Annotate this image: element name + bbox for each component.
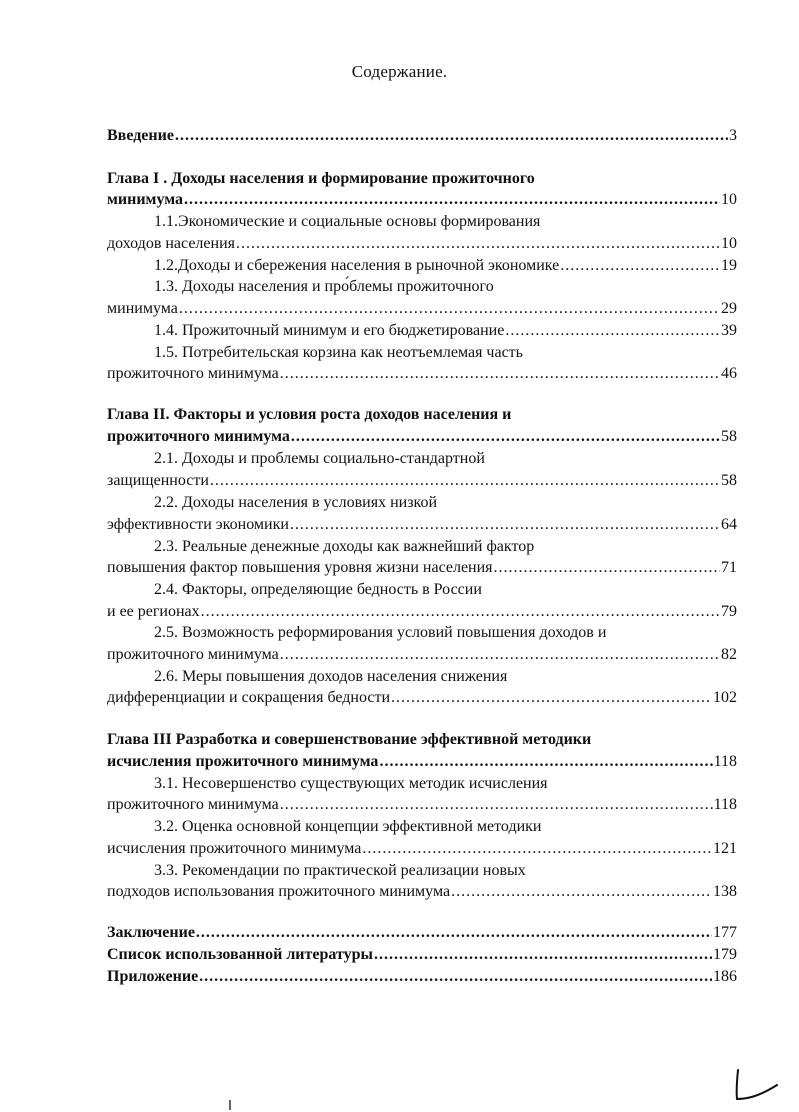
toc-page-number: 46 <box>721 365 737 382</box>
toc-page-number: 19 <box>721 257 737 274</box>
toc-entry-text: 2.4. Факторы, определяющие бедность в России <box>154 581 482 598</box>
toc-page-number: 186 <box>713 968 737 985</box>
toc-entry-text: Введение <box>107 127 174 144</box>
toc-entry <box>107 922 737 944</box>
toc-leader-dots <box>560 255 720 277</box>
toc-entry <box>107 557 737 579</box>
toc-entry <box>107 363 737 385</box>
toc-entry <box>107 881 737 903</box>
toc-leader-dots <box>280 794 713 816</box>
toc-entry-text: и ее регионах <box>107 603 200 620</box>
toc-entry-text: 1.3. Доходы населения и про́блемы прожиточного <box>154 278 494 295</box>
toc-entry <box>107 751 737 773</box>
toc-leader-dots <box>291 426 720 448</box>
toc-entry <box>107 622 737 644</box>
toc-entry-text: исчисления прожиточного минимума <box>107 840 362 857</box>
toc-entry-text: дифференциации и сокращения бедности <box>107 689 391 706</box>
toc-leader-dots <box>196 922 712 944</box>
toc-entry <box>107 276 737 298</box>
toc-page-number: 82 <box>721 646 737 663</box>
toc-entry <box>107 448 737 470</box>
toc-entry <box>107 404 737 426</box>
toc-entry-text: Список использованной литературы <box>107 946 373 963</box>
toc-page-number: 58 <box>721 472 737 489</box>
toc-entry <box>107 729 737 751</box>
toc-entry-text: 1.1.Экономические и социальные основы формирования <box>154 213 541 230</box>
toc-entry <box>107 470 737 492</box>
toc-entry-text: 1.5. Потребительская корзина как неотъемлемая часть <box>154 344 523 361</box>
toc-entry <box>107 687 737 709</box>
toc-leader-dots <box>175 125 728 147</box>
toc-entry <box>107 536 737 558</box>
toc-leader-dots <box>290 514 720 536</box>
toc-entry-text: 2.2. Доходы населения в условиях низкой <box>154 494 438 511</box>
toc-entry-text: Глава III Разработка и совершенствование эффективной методики <box>107 731 592 748</box>
toc-page-number: 121 <box>713 840 737 857</box>
toc-entry-text: прожиточного минимума <box>107 365 279 382</box>
toc-entry <box>107 644 737 666</box>
toc-entry <box>107 492 737 514</box>
toc-entry-text: 3.3. Рекомендации по практической реализации новых <box>154 862 526 879</box>
toc-leader-dots <box>362 838 712 860</box>
toc-entry <box>107 168 737 190</box>
toc-leader-dots <box>391 687 712 709</box>
toc-entry <box>107 426 737 448</box>
toc-page-number: 118 <box>713 796 737 813</box>
toc-page-number: 29 <box>721 300 737 317</box>
toc-leader-dots <box>179 298 720 320</box>
toc-entry-text: 3.2. Оценка основной концепции эффективной методики <box>154 818 542 835</box>
toc-page-number: 179 <box>713 946 737 963</box>
page-title: Содержание. <box>351 62 448 81</box>
toc-entry-text: исчисления прожиточного минимума <box>107 753 379 770</box>
toc-page-number: 71 <box>721 559 737 576</box>
toc-entry-text: 2.5. Возможность реформирования условий повышения доходов и <box>154 624 607 641</box>
toc-leader-dots <box>210 470 720 492</box>
toc-entry <box>107 773 737 795</box>
toc-page-number: 10 <box>721 235 737 252</box>
toc-page-number: 102 <box>713 689 737 706</box>
toc-entry <box>107 125 737 147</box>
toc-page-number: 58 <box>721 428 737 445</box>
toc-entry-text: Глава I . Доходы населения и формирование прожиточного <box>107 170 535 187</box>
toc-entry-text: подходов использования прожиточного минимума <box>107 883 451 900</box>
toc-leader-dots <box>280 363 720 385</box>
toc-entry-text: 3.1. Несовершенство существующих методик исчисления <box>154 775 548 792</box>
toc-entry <box>107 944 737 966</box>
toc-leader-dots <box>451 881 712 903</box>
toc-entry-text: 1.2.Доходы и сбережения населения в рыночной экономике <box>154 257 560 274</box>
handwritten-signature <box>728 1066 780 1104</box>
toc-page-number: 79 <box>721 603 737 620</box>
toc-leader-dots <box>201 601 720 623</box>
toc-entry <box>107 211 737 233</box>
toc-page-number: 177 <box>713 924 737 941</box>
toc-page-number: 3 <box>729 127 737 144</box>
toc-entry-text: прожиточного минимума <box>107 428 290 445</box>
toc-entry <box>107 342 737 364</box>
toc-entry-text: эффективности экономики <box>107 516 289 533</box>
toc-entry-text: 2.3. Реальные денежные доходы как важнейший фактор <box>154 538 535 555</box>
toc-page-number: 64 <box>721 516 737 533</box>
toc-entry <box>107 320 737 342</box>
toc-entry <box>107 966 737 988</box>
scan-mark <box>228 1099 232 1111</box>
toc-page-number: 138 <box>713 883 737 900</box>
toc-entry <box>107 794 737 816</box>
toc-entry <box>107 816 737 838</box>
toc-leader-dots <box>184 189 720 211</box>
toc-entry <box>107 601 737 623</box>
toc-entry-text: доходов населения <box>107 235 235 252</box>
toc-leader-dots <box>505 320 720 342</box>
toc-entry <box>107 579 737 601</box>
toc-entry-text: повышения фактор повышения уровня жизни населения <box>107 559 493 576</box>
toc-page-number: 10 <box>721 191 737 208</box>
toc-leader-dots <box>374 944 712 966</box>
toc-entry-text: 2.6. Меры повышения доходов населения снижения <box>154 668 508 685</box>
toc-entry-text: Заключение <box>107 924 195 941</box>
toc-entry <box>107 666 737 688</box>
toc-entry <box>107 860 737 882</box>
toc-leader-dots <box>280 644 720 666</box>
toc-entry <box>107 838 737 860</box>
toc-entry <box>107 189 737 211</box>
toc-entry-text: прожиточного минимума <box>107 646 279 663</box>
toc-entry-text: 2.1. Доходы и проблемы социально-стандартной <box>154 450 485 467</box>
toc-leader-dots <box>494 557 720 579</box>
toc-leader-dots <box>379 751 712 773</box>
toc-entry-text: Глава II. Факторы и условия роста доходов населения и <box>107 406 512 423</box>
toc-entry-text: 1.4. Прожиточный минимум и его бюджетирование <box>154 322 505 339</box>
toc-entry-text: защищенности <box>107 472 209 489</box>
toc-entry-text: минимума <box>107 300 178 317</box>
toc-entry <box>107 514 737 536</box>
toc-entry-text: минимума <box>107 191 184 208</box>
toc-entry <box>107 233 737 255</box>
toc-entry-text: прожиточного минимума <box>107 796 279 813</box>
toc-entry-text: Приложение <box>107 968 199 985</box>
toc-leader-dots <box>199 966 712 988</box>
toc-page-number: 39 <box>721 322 737 339</box>
toc-entry <box>107 255 737 277</box>
toc-leader-dots <box>236 233 720 255</box>
toc-entry <box>107 298 737 320</box>
toc-page-number: 118 <box>713 753 737 770</box>
